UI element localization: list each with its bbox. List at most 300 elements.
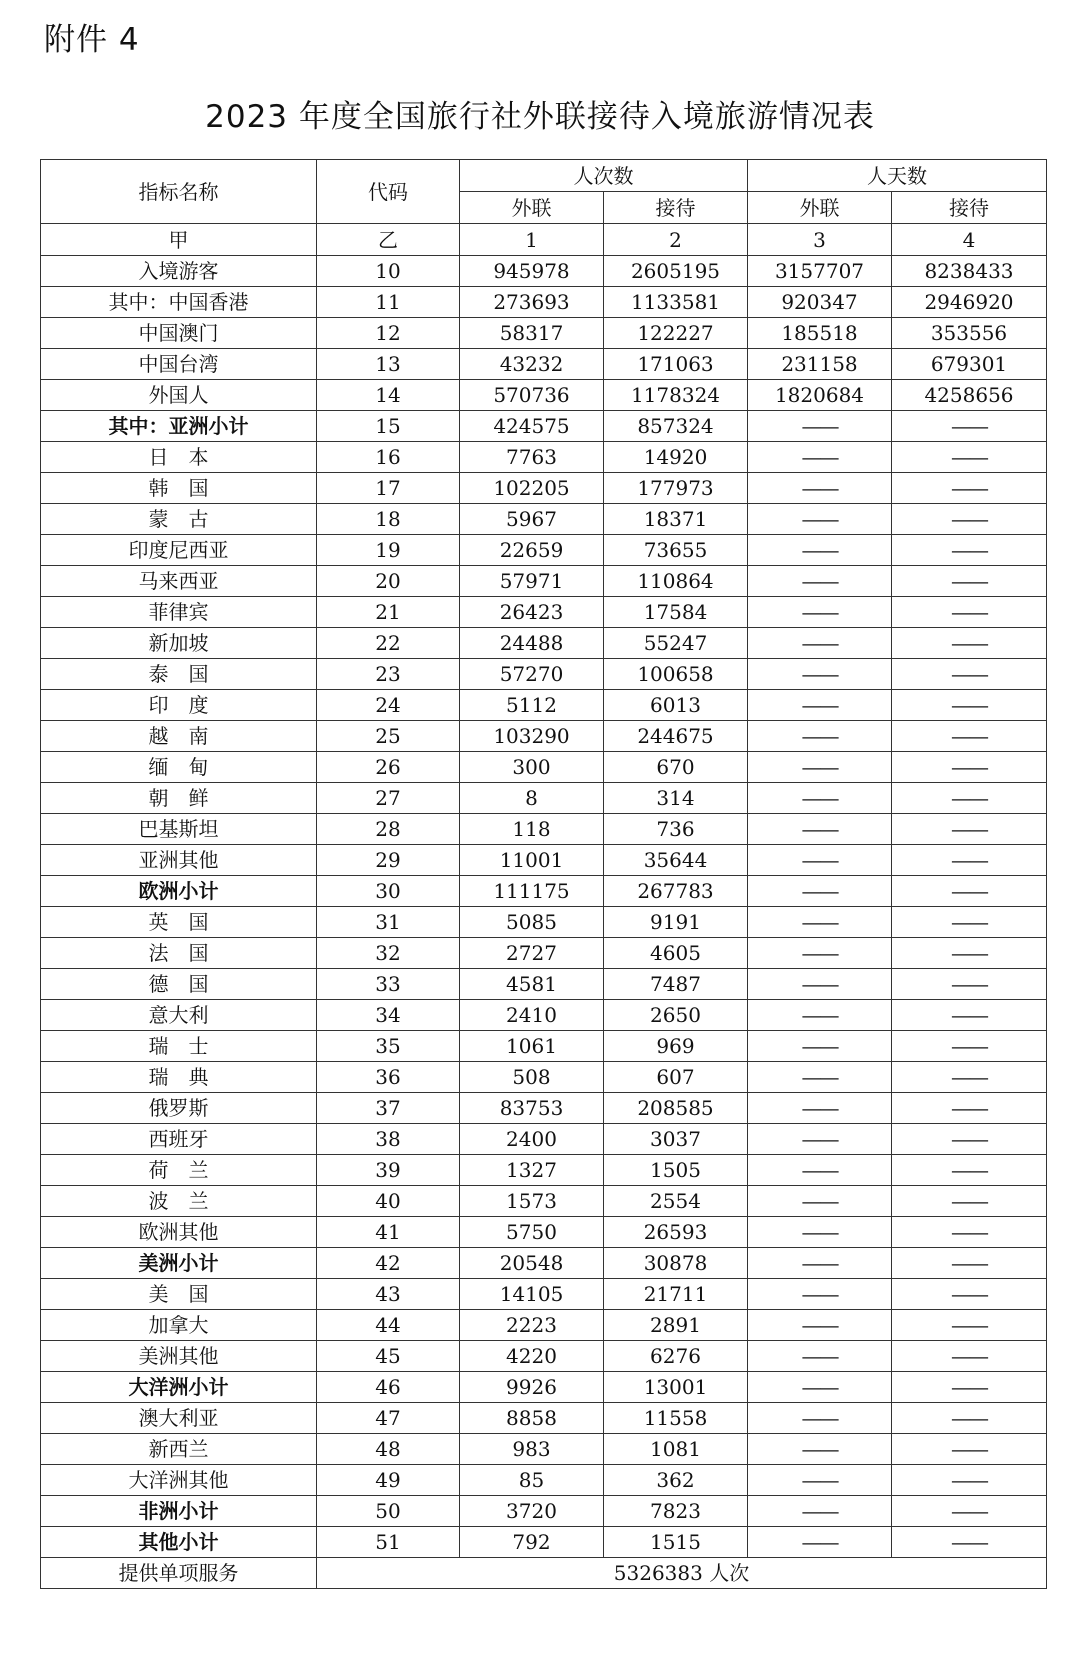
row-code-cell: 24 <box>317 690 460 721</box>
row-days-outbound-cell: —— <box>748 442 892 473</box>
row-code-cell: 18 <box>317 504 460 535</box>
row-times-reception-cell: 4605 <box>604 938 748 969</box>
row-code-cell: 25 <box>317 721 460 752</box>
row-days-outbound-cell: 185518 <box>748 318 892 349</box>
table-row <box>41 907 1047 938</box>
row-days-reception-cell: —— <box>892 1310 1047 1341</box>
row-times-outbound-cell: 2400 <box>460 1124 604 1155</box>
row-times-outbound-cell: 5750 <box>460 1217 604 1248</box>
row-times-outbound-cell: 273693 <box>460 287 604 318</box>
row-code-cell: 22 <box>317 628 460 659</box>
table-row <box>41 256 1047 287</box>
row-times-reception-cell: 35644 <box>604 845 748 876</box>
row-times-reception-cell: 670 <box>604 752 748 783</box>
row-name-cell: 大洋洲小计 <box>41 1372 317 1403</box>
row-times-reception-cell: 607 <box>604 1062 748 1093</box>
row-times-reception-cell: 9191 <box>604 907 748 938</box>
row-days-outbound-cell: —— <box>748 473 892 504</box>
row-name-cell: 马来西亚 <box>41 566 317 597</box>
row-times-outbound-cell: 57270 <box>460 659 604 690</box>
row-code-cell: 46 <box>317 1372 460 1403</box>
row-days-reception-cell: —— <box>892 1000 1047 1031</box>
row-times-outbound-cell: 11001 <box>460 845 604 876</box>
table-row <box>41 814 1047 845</box>
row-days-outbound-cell: 920347 <box>748 287 892 318</box>
row-name-cell: 美洲其他 <box>41 1341 317 1372</box>
row-times-reception-cell: 171063 <box>604 349 748 380</box>
row-days-reception-cell: 2946920 <box>892 287 1047 318</box>
row-days-reception-cell: —— <box>892 1155 1047 1186</box>
row-times-outbound-cell: 24488 <box>460 628 604 659</box>
row-times-outbound-cell: 5112 <box>460 690 604 721</box>
row-times-reception-cell: 2554 <box>604 1186 748 1217</box>
row-code-cell: 23 <box>317 659 460 690</box>
row-days-outbound-cell: —— <box>748 659 892 690</box>
table-row <box>41 473 1047 504</box>
header-col-1: 1 <box>460 224 604 256</box>
row-times-reception-cell: 1133581 <box>604 287 748 318</box>
row-times-outbound-cell: 43232 <box>460 349 604 380</box>
row-code-cell: 50 <box>317 1496 460 1527</box>
row-name-cell: 泰 国 <box>41 659 317 690</box>
row-days-outbound-cell: —— <box>748 1031 892 1062</box>
row-times-reception-cell: 2605195 <box>604 256 748 287</box>
table-row <box>41 349 1047 380</box>
row-times-outbound-cell: 424575 <box>460 411 604 442</box>
row-name-cell: 越 南 <box>41 721 317 752</box>
row-times-reception-cell: 857324 <box>604 411 748 442</box>
header-label-jia: 甲 <box>41 224 317 256</box>
row-days-outbound-cell: —— <box>748 690 892 721</box>
row-name-cell: 美洲小计 <box>41 1248 317 1279</box>
header-col-2: 2 <box>604 224 748 256</box>
row-days-reception-cell: —— <box>892 473 1047 504</box>
row-code-cell: 51 <box>317 1527 460 1558</box>
row-times-outbound-cell: 8 <box>460 783 604 814</box>
table-row <box>41 876 1047 907</box>
footer-value: 5326383 人次 <box>317 1558 1047 1589</box>
row-code-cell: 20 <box>317 566 460 597</box>
row-days-reception-cell: —— <box>892 597 1047 628</box>
row-days-outbound-cell: —— <box>748 783 892 814</box>
row-days-outbound-cell: —— <box>748 876 892 907</box>
table-row <box>41 1124 1047 1155</box>
footer-label: 提供单项服务 <box>41 1558 317 1589</box>
table-row <box>41 1000 1047 1031</box>
table-row <box>41 1186 1047 1217</box>
row-days-outbound-cell: —— <box>748 1527 892 1558</box>
row-code-cell: 29 <box>317 845 460 876</box>
table-row <box>41 1217 1047 1248</box>
row-days-outbound-cell: —— <box>748 1496 892 1527</box>
row-code-cell: 16 <box>317 442 460 473</box>
row-name-cell: 入境游客 <box>41 256 317 287</box>
table-row <box>41 1248 1047 1279</box>
row-days-outbound-cell: 231158 <box>748 349 892 380</box>
row-name-cell: 欧洲其他 <box>41 1217 317 1248</box>
row-name-cell: 韩 国 <box>41 473 317 504</box>
row-days-outbound-cell: —— <box>748 752 892 783</box>
row-code-cell: 39 <box>317 1155 460 1186</box>
row-times-outbound-cell: 9926 <box>460 1372 604 1403</box>
row-times-outbound-cell: 2410 <box>460 1000 604 1031</box>
page-title: 2023 年度全国旅行社外联接待入境旅游情况表 <box>205 99 875 135</box>
table-row <box>41 1496 1047 1527</box>
table-row <box>41 380 1047 411</box>
row-times-outbound-cell: 945978 <box>460 256 604 287</box>
row-name-cell: 德 国 <box>41 969 317 1000</box>
table-row <box>41 535 1047 566</box>
row-name-cell: 瑞 典 <box>41 1062 317 1093</box>
row-days-reception-cell: —— <box>892 845 1047 876</box>
row-name-cell: 朝 鲜 <box>41 783 317 814</box>
row-days-reception-cell: —— <box>892 1434 1047 1465</box>
table-row <box>41 783 1047 814</box>
header-days-outbound: 外联 <box>748 192 892 224</box>
row-days-reception-cell: —— <box>892 566 1047 597</box>
row-days-outbound-cell: —— <box>748 845 892 876</box>
row-code-cell: 43 <box>317 1279 460 1310</box>
row-name-cell: 澳大利亚 <box>41 1403 317 1434</box>
row-days-reception-cell: —— <box>892 1527 1047 1558</box>
table-row <box>41 752 1047 783</box>
row-times-reception-cell: 314 <box>604 783 748 814</box>
row-name-cell: 荷 兰 <box>41 1155 317 1186</box>
row-times-reception-cell: 3037 <box>604 1124 748 1155</box>
row-code-cell: 45 <box>317 1341 460 1372</box>
row-code-cell: 41 <box>317 1217 460 1248</box>
table-body <box>41 256 1047 1558</box>
row-days-reception-cell: —— <box>892 907 1047 938</box>
row-days-outbound-cell: —— <box>748 938 892 969</box>
row-days-outbound-cell: —— <box>748 1372 892 1403</box>
row-times-outbound-cell: 2727 <box>460 938 604 969</box>
row-days-reception-cell: —— <box>892 1279 1047 1310</box>
row-days-reception-cell: —— <box>892 1248 1047 1279</box>
table-row <box>41 566 1047 597</box>
row-days-outbound-cell: —— <box>748 1403 892 1434</box>
row-days-reception-cell: —— <box>892 411 1047 442</box>
row-days-reception-cell: —— <box>892 1496 1047 1527</box>
row-name-cell: 菲律宾 <box>41 597 317 628</box>
table-row <box>41 1155 1047 1186</box>
row-times-outbound-cell: 58317 <box>460 318 604 349</box>
table-row <box>41 1341 1047 1372</box>
attachment-label: 附件 4 <box>44 22 140 58</box>
row-days-reception-cell: —— <box>892 752 1047 783</box>
table-row <box>41 721 1047 752</box>
row-times-outbound-cell: 7763 <box>460 442 604 473</box>
row-times-reception-cell: 11558 <box>604 1403 748 1434</box>
row-times-outbound-cell: 85 <box>460 1465 604 1496</box>
table-row <box>41 1465 1047 1496</box>
header-col-4: 4 <box>892 224 1047 256</box>
header-person-days: 人天数 <box>748 160 1047 192</box>
row-times-reception-cell: 2891 <box>604 1310 748 1341</box>
row-code-cell: 21 <box>317 597 460 628</box>
row-name-cell: 中国台湾 <box>41 349 317 380</box>
row-days-reception-cell: —— <box>892 969 1047 1000</box>
row-times-outbound-cell: 83753 <box>460 1093 604 1124</box>
row-days-outbound-cell: —— <box>748 1434 892 1465</box>
row-times-reception-cell: 2650 <box>604 1000 748 1031</box>
row-name-cell: 加拿大 <box>41 1310 317 1341</box>
row-days-outbound-cell: —— <box>748 1000 892 1031</box>
row-code-cell: 14 <box>317 380 460 411</box>
table-row <box>41 318 1047 349</box>
row-times-outbound-cell: 792 <box>460 1527 604 1558</box>
row-days-reception-cell: —— <box>892 504 1047 535</box>
header-person-times: 人次数 <box>460 160 748 192</box>
row-code-cell: 42 <box>317 1248 460 1279</box>
row-days-outbound-cell: —— <box>748 969 892 1000</box>
row-days-reception-cell: —— <box>892 1217 1047 1248</box>
row-code-cell: 36 <box>317 1062 460 1093</box>
row-name-cell: 瑞 士 <box>41 1031 317 1062</box>
row-times-outbound-cell: 2223 <box>460 1310 604 1341</box>
row-times-outbound-cell: 983 <box>460 1434 604 1465</box>
row-days-outbound-cell: —— <box>748 1248 892 1279</box>
table-row <box>41 504 1047 535</box>
row-code-cell: 38 <box>317 1124 460 1155</box>
row-name-cell: 其中：亚洲小计 <box>41 411 317 442</box>
row-days-outbound-cell: —— <box>748 566 892 597</box>
table-row <box>41 597 1047 628</box>
row-times-reception-cell: 17584 <box>604 597 748 628</box>
row-times-reception-cell: 30878 <box>604 1248 748 1279</box>
row-days-reception-cell: —— <box>892 876 1047 907</box>
row-days-reception-cell: —— <box>892 628 1047 659</box>
row-days-reception-cell: —— <box>892 1062 1047 1093</box>
header-col-3: 3 <box>748 224 892 256</box>
row-name-cell: 其他小计 <box>41 1527 317 1558</box>
row-days-outbound-cell: —— <box>748 1186 892 1217</box>
header-days-reception: 接待 <box>892 192 1047 224</box>
row-times-outbound-cell: 570736 <box>460 380 604 411</box>
row-times-reception-cell: 100658 <box>604 659 748 690</box>
row-times-reception-cell: 736 <box>604 814 748 845</box>
table-row <box>41 1310 1047 1341</box>
row-times-reception-cell: 1081 <box>604 1434 748 1465</box>
row-times-outbound-cell: 300 <box>460 752 604 783</box>
row-days-outbound-cell: —— <box>748 814 892 845</box>
row-times-outbound-cell: 4220 <box>460 1341 604 1372</box>
row-code-cell: 34 <box>317 1000 460 1031</box>
row-times-outbound-cell: 5085 <box>460 907 604 938</box>
row-name-cell: 新西兰 <box>41 1434 317 1465</box>
table-row <box>41 287 1047 318</box>
row-code-cell: 49 <box>317 1465 460 1496</box>
table-row <box>41 690 1047 721</box>
row-code-cell: 47 <box>317 1403 460 1434</box>
row-times-outbound-cell: 1061 <box>460 1031 604 1062</box>
row-days-outbound-cell: —— <box>748 1062 892 1093</box>
row-days-reception-cell: 353556 <box>892 318 1047 349</box>
row-code-cell: 15 <box>317 411 460 442</box>
row-days-outbound-cell: —— <box>748 1093 892 1124</box>
row-code-cell: 35 <box>317 1031 460 1062</box>
row-times-reception-cell: 55247 <box>604 628 748 659</box>
table-row <box>41 442 1047 473</box>
row-times-outbound-cell: 22659 <box>460 535 604 566</box>
row-days-reception-cell: —— <box>892 814 1047 845</box>
row-times-reception-cell: 13001 <box>604 1372 748 1403</box>
row-days-reception-cell: —— <box>892 442 1047 473</box>
table-row <box>41 1434 1047 1465</box>
row-code-cell: 11 <box>317 287 460 318</box>
row-times-outbound-cell: 111175 <box>460 876 604 907</box>
row-times-reception-cell: 177973 <box>604 473 748 504</box>
row-days-outbound-cell: —— <box>748 504 892 535</box>
row-name-cell: 印度尼西亚 <box>41 535 317 566</box>
row-days-outbound-cell: —— <box>748 1279 892 1310</box>
row-code-cell: 33 <box>317 969 460 1000</box>
row-times-reception-cell: 122227 <box>604 318 748 349</box>
row-days-reception-cell: 679301 <box>892 349 1047 380</box>
row-code-cell: 37 <box>317 1093 460 1124</box>
row-days-reception-cell: —— <box>892 1465 1047 1496</box>
row-name-cell: 其中：中国香港 <box>41 287 317 318</box>
row-times-reception-cell: 73655 <box>604 535 748 566</box>
table-row <box>41 938 1047 969</box>
row-name-cell: 缅 甸 <box>41 752 317 783</box>
row-code-cell: 31 <box>317 907 460 938</box>
row-code-cell: 32 <box>317 938 460 969</box>
row-times-reception-cell: 1505 <box>604 1155 748 1186</box>
row-times-outbound-cell: 508 <box>460 1062 604 1093</box>
header-label-yi: 乙 <box>317 224 460 256</box>
row-name-cell: 中国澳门 <box>41 318 317 349</box>
row-days-outbound-cell: —— <box>748 1124 892 1155</box>
row-days-outbound-cell: —— <box>748 721 892 752</box>
row-code-cell: 30 <box>317 876 460 907</box>
row-days-outbound-cell: —— <box>748 597 892 628</box>
table-row <box>41 969 1047 1000</box>
row-name-cell: 蒙 古 <box>41 504 317 535</box>
row-days-reception-cell: —— <box>892 1372 1047 1403</box>
row-days-reception-cell: —— <box>892 1124 1047 1155</box>
row-times-outbound-cell: 1573 <box>460 1186 604 1217</box>
row-times-outbound-cell: 103290 <box>460 721 604 752</box>
table-row <box>41 1527 1047 1558</box>
table-row <box>41 1403 1047 1434</box>
header-times-reception: 接待 <box>604 192 748 224</box>
tourism-table <box>40 159 1047 1589</box>
table-row <box>41 1372 1047 1403</box>
table-row <box>41 411 1047 442</box>
row-name-cell: 印 度 <box>41 690 317 721</box>
row-days-outbound-cell: —— <box>748 1217 892 1248</box>
row-times-reception-cell: 362 <box>604 1465 748 1496</box>
row-times-outbound-cell: 26423 <box>460 597 604 628</box>
row-times-reception-cell: 7823 <box>604 1496 748 1527</box>
row-times-reception-cell: 6276 <box>604 1341 748 1372</box>
row-code-cell: 48 <box>317 1434 460 1465</box>
row-days-outbound-cell: —— <box>748 1465 892 1496</box>
row-times-reception-cell: 1515 <box>604 1527 748 1558</box>
row-name-cell: 日 本 <box>41 442 317 473</box>
header-code: 代码 <box>317 160 460 224</box>
row-days-outbound-cell: —— <box>748 1310 892 1341</box>
row-times-outbound-cell: 4581 <box>460 969 604 1000</box>
row-name-cell: 俄罗斯 <box>41 1093 317 1124</box>
row-days-reception-cell: —— <box>892 1186 1047 1217</box>
row-days-reception-cell: —— <box>892 721 1047 752</box>
row-times-reception-cell: 14920 <box>604 442 748 473</box>
table-row <box>41 1031 1047 1062</box>
row-name-cell: 新加坡 <box>41 628 317 659</box>
row-times-reception-cell: 969 <box>604 1031 748 1062</box>
row-code-cell: 13 <box>317 349 460 380</box>
row-name-cell: 美 国 <box>41 1279 317 1310</box>
row-days-reception-cell: —— <box>892 938 1047 969</box>
row-days-reception-cell: 4258656 <box>892 380 1047 411</box>
row-times-reception-cell: 244675 <box>604 721 748 752</box>
table-row <box>41 1279 1047 1310</box>
row-code-cell: 26 <box>317 752 460 783</box>
row-name-cell: 非洲小计 <box>41 1496 317 1527</box>
row-code-cell: 10 <box>317 256 460 287</box>
row-days-outbound-cell: —— <box>748 1155 892 1186</box>
row-name-cell: 波 兰 <box>41 1186 317 1217</box>
row-days-reception-cell: 8238433 <box>892 256 1047 287</box>
row-days-reception-cell: —— <box>892 1031 1047 1062</box>
row-days-reception-cell: —— <box>892 659 1047 690</box>
row-name-cell: 外国人 <box>41 380 317 411</box>
row-times-outbound-cell: 102205 <box>460 473 604 504</box>
row-times-outbound-cell: 14105 <box>460 1279 604 1310</box>
row-name-cell: 欧洲小计 <box>41 876 317 907</box>
table-row <box>41 1062 1047 1093</box>
row-times-reception-cell: 110864 <box>604 566 748 597</box>
table-row <box>41 845 1047 876</box>
row-times-outbound-cell: 118 <box>460 814 604 845</box>
row-days-reception-cell: —— <box>892 1403 1047 1434</box>
row-name-cell: 巴基斯坦 <box>41 814 317 845</box>
row-days-outbound-cell: —— <box>748 907 892 938</box>
row-times-reception-cell: 18371 <box>604 504 748 535</box>
row-times-outbound-cell: 1327 <box>460 1155 604 1186</box>
row-days-reception-cell: —— <box>892 535 1047 566</box>
row-days-reception-cell: —— <box>892 1093 1047 1124</box>
row-times-outbound-cell: 5967 <box>460 504 604 535</box>
table-row <box>41 1093 1047 1124</box>
row-times-reception-cell: 6013 <box>604 690 748 721</box>
row-days-reception-cell: —— <box>892 783 1047 814</box>
row-name-cell: 英 国 <box>41 907 317 938</box>
row-days-outbound-cell: —— <box>748 1341 892 1372</box>
row-days-reception-cell: —— <box>892 690 1047 721</box>
row-days-outbound-cell: 1820684 <box>748 380 892 411</box>
footer-row <box>41 1558 1047 1589</box>
row-times-reception-cell: 1178324 <box>604 380 748 411</box>
row-days-outbound-cell: —— <box>748 628 892 659</box>
row-days-outbound-cell: —— <box>748 535 892 566</box>
row-times-reception-cell: 7487 <box>604 969 748 1000</box>
row-code-cell: 28 <box>317 814 460 845</box>
row-times-outbound-cell: 20548 <box>460 1248 604 1279</box>
row-name-cell: 意大利 <box>41 1000 317 1031</box>
row-days-outbound-cell: 3157707 <box>748 256 892 287</box>
row-code-cell: 44 <box>317 1310 460 1341</box>
row-name-cell: 法 国 <box>41 938 317 969</box>
row-name-cell: 西班牙 <box>41 1124 317 1155</box>
table-row <box>41 659 1047 690</box>
row-days-reception-cell: —— <box>892 1341 1047 1372</box>
table-row <box>41 628 1047 659</box>
row-code-cell: 27 <box>317 783 460 814</box>
row-times-reception-cell: 21711 <box>604 1279 748 1310</box>
